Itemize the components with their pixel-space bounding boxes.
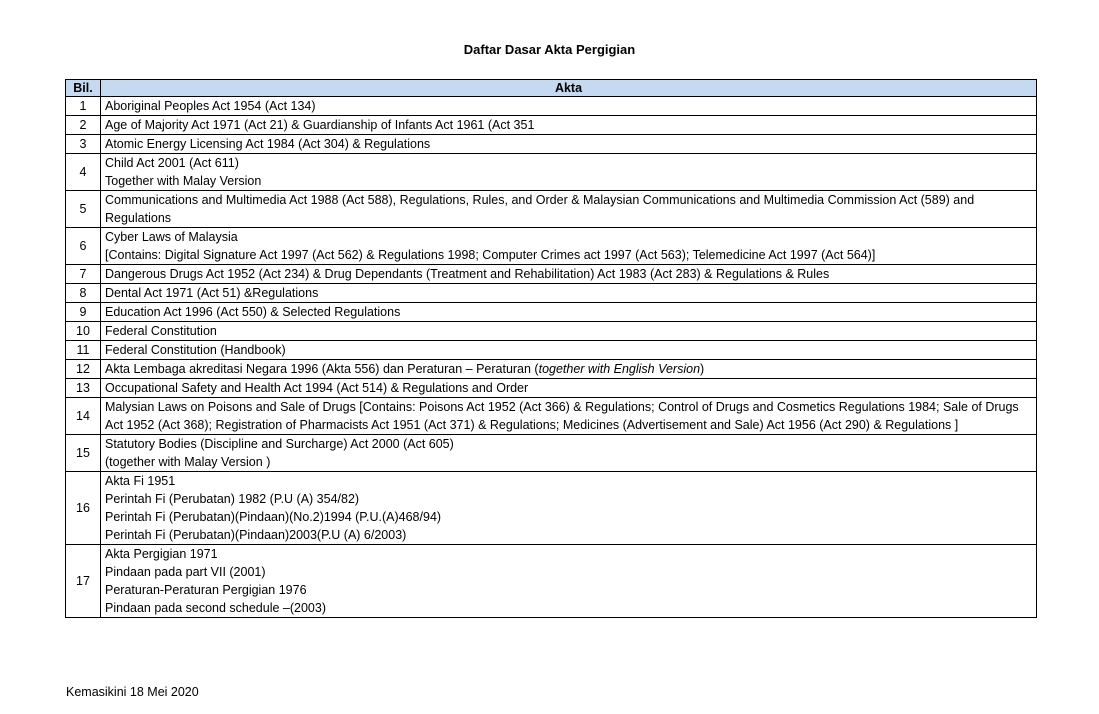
act-line: Federal Constitution	[105, 324, 217, 338]
act-cell	[101, 135, 1037, 154]
row-number: 5	[66, 191, 101, 228]
row-number: 10	[66, 322, 101, 341]
act-line: Dental Act 1971 (Act 51) &Regulations	[105, 286, 319, 300]
updated-date: Kemasikini 18 Mei 2020	[66, 685, 199, 699]
row-number: 15	[66, 435, 101, 472]
table-row	[66, 191, 1037, 228]
act-line: Pindaan pada second schedule –(2003)	[105, 601, 327, 615]
row-number: 13	[66, 379, 101, 398]
row-number: 17	[66, 545, 101, 618]
table-row	[66, 303, 1037, 322]
act-line: Cyber Laws of Malaysia	[105, 230, 238, 244]
act-cell	[101, 303, 1037, 322]
act-line: Communications and Multimedia Act 1988 (Act 588), Regulations, Rules, and Order & Malaysian Communications and Multimedia Commission Act (589) and Regulations	[105, 193, 975, 225]
akta-table	[65, 79, 1037, 618]
table-row	[66, 284, 1037, 303]
page-title: Daftar Dasar Akta Pergigian	[463, 42, 636, 57]
table-row	[66, 265, 1037, 284]
act-cell	[101, 228, 1037, 265]
act-cell	[101, 265, 1037, 284]
act-cell	[101, 398, 1037, 435]
act-cell	[101, 191, 1037, 228]
act-cell	[101, 472, 1037, 545]
act-line: Akta Lembaga akreditasi Negara 1996 (Akta 556) dan Peraturan – Peraturan (together with English Version)	[105, 362, 705, 376]
act-cell	[101, 545, 1037, 618]
act-line: Perintah Fi (Perubatan)(Pindaan)(No.2)1994 (P.U.(A)468/94)	[105, 510, 442, 524]
table-row	[66, 398, 1037, 435]
table-row	[66, 379, 1037, 398]
header-bil: Bil.	[66, 80, 101, 97]
act-line: Perintah Fi (Perubatan) 1982 (P.U (A) 354/82)	[105, 492, 360, 506]
act-line: Together with Malay Version	[105, 174, 262, 188]
act-line: Child Act 2001 (Act 611)	[105, 156, 239, 170]
header-akta: Akta	[101, 80, 1037, 97]
act-line: Pindaan pada part VII (2001)	[105, 565, 266, 579]
act-line: Dangerous Drugs Act 1952 (Act 234) & Drug Dependants (Treatment and Rehabilitation) Act 1983 (Act 283) & Regulations & Rules	[105, 267, 830, 281]
table-row	[66, 360, 1037, 379]
act-line: Aboriginal Peoples Act 1954 (Act 134)	[105, 99, 316, 113]
act-cell	[101, 116, 1037, 135]
row-number: 12	[66, 360, 101, 379]
act-line: [Contains: Digital Signature Act 1997 (Act 562) & Regulations 1998; Computer Crimes act 1997 (Act 563); Telemedicine Act 1997 (Act 564)]	[105, 248, 876, 262]
table-row	[66, 341, 1037, 360]
act-cell	[101, 379, 1037, 398]
act-line: Statutory Bodies (Discipline and Surcharge) Act 2000 (Act 605)	[105, 437, 454, 451]
act-cell	[101, 154, 1037, 191]
act-cell	[101, 360, 1037, 379]
row-number: 1	[66, 97, 101, 116]
act-line: Age of Majority Act 1971 (Act 21) & Guardianship of Infants Act 1961 (Act 351	[105, 118, 535, 132]
act-line: Akta Fi 1951	[105, 474, 176, 488]
act-line: Education Act 1996 (Act 550) & Selected Regulations	[105, 305, 401, 319]
table-row	[66, 154, 1037, 191]
row-number: 4	[66, 154, 101, 191]
act-line: Peraturan-Peraturan Pergigian 1976	[105, 583, 307, 597]
row-number: 3	[66, 135, 101, 154]
table-row	[66, 322, 1037, 341]
act-cell	[101, 435, 1037, 472]
act-line: Perintah Fi (Perubatan)(Pindaan)2003(P.U (A) 6/2003)	[105, 528, 407, 542]
act-cell	[101, 284, 1037, 303]
act-cell	[101, 322, 1037, 341]
row-number: 9	[66, 303, 101, 322]
act-cell	[101, 341, 1037, 360]
act-line: Federal Constitution (Handbook)	[105, 343, 286, 357]
table-row	[66, 545, 1037, 618]
table-row	[66, 135, 1037, 154]
row-number: 7	[66, 265, 101, 284]
row-number: 11	[66, 341, 101, 360]
row-number: 16	[66, 472, 101, 545]
table-header-row	[66, 80, 1037, 97]
row-number: 2	[66, 116, 101, 135]
table-row	[66, 116, 1037, 135]
row-number: 8	[66, 284, 101, 303]
table-row	[66, 97, 1037, 116]
act-line: Akta Pergigian 1971	[105, 547, 218, 561]
act-line: Atomic Energy Licensing Act 1984 (Act 304) & Regulations	[105, 137, 431, 151]
row-number: 14	[66, 398, 101, 435]
row-number: 6	[66, 228, 101, 265]
table-body	[66, 97, 1037, 618]
table-row	[66, 228, 1037, 265]
act-cell	[101, 97, 1037, 116]
act-line: Occupational Safety and Health Act 1994 (Act 514) & Regulations and Order	[105, 381, 529, 395]
act-line: (together with Malay Version )	[105, 455, 271, 469]
table-row	[66, 472, 1037, 545]
act-line: Malysian Laws on Poisons and Sale of Drugs [Contains: Poisons Act 1952 (Act 366) & Regulations; Control of Drugs and Cosmetics Regulations 1984; Sale of Drugs Act 1952 (Act 368); Registration of Pharmacists Act 1951 (Act 371) & Regulations; Medicines (Advertisement and Sale) Act 1956 (Act 290) & Regulations ]	[105, 400, 1019, 432]
table-row	[66, 435, 1037, 472]
